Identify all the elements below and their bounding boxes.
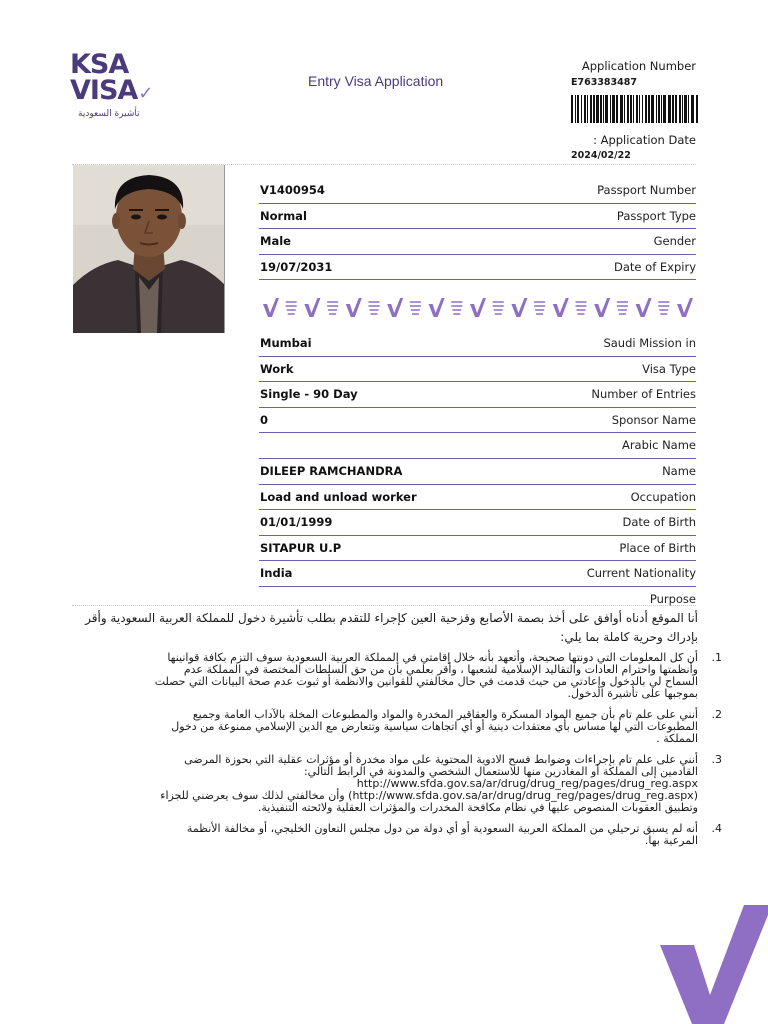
passport-details: [259, 178, 696, 280]
security-check-mark-icon: [636, 298, 652, 317]
row-passport-type: [259, 204, 696, 230]
security-check-mark-icon: [493, 302, 504, 314]
applicant-photo: [73, 165, 225, 333]
row-saudi-mission: [259, 331, 696, 357]
saudi-mission-label: Saudi Mission in: [603, 336, 696, 350]
photo-frame-edge: [224, 165, 225, 333]
passport-type-label: Passport Type: [616, 208, 696, 223]
passport-type-value: Normal: [260, 208, 307, 223]
arabic-name-label: Arabic Name: [621, 438, 696, 453]
date-of-birth-value: 01/01/1999: [260, 515, 333, 530]
security-check-mark-icon: [470, 298, 486, 317]
security-check-mark-icon: [617, 302, 628, 314]
logo-check-icon: ✓: [138, 83, 153, 104]
name-value: DILEEP RAMCHANDRA: [260, 463, 403, 478]
name-label: Name: [662, 463, 696, 478]
application-date-value: 2024/02/22: [571, 150, 631, 161]
application-barcode: [571, 95, 698, 123]
gender-value: Male: [260, 234, 291, 249]
current-nationality-label: Current Nationality: [586, 566, 696, 581]
document-title: Entry Visa Application: [308, 73, 444, 89]
sponsor-name-value: 0: [260, 412, 269, 427]
security-check-mark-icon: [304, 298, 320, 317]
row-arabic-name: [259, 433, 696, 459]
gender-label: Gender: [653, 234, 696, 249]
security-check-mark-icon: [511, 298, 527, 317]
security-check-mark-icon: [263, 298, 279, 317]
decorative-check-mark-icon: [660, 905, 768, 1024]
security-check-mark-icon: [451, 302, 462, 314]
security-check-mark-icon: [658, 302, 669, 314]
application-number-value: E763383487: [571, 77, 637, 88]
security-check-mark-icon: [534, 302, 545, 314]
row-passport-number: [259, 178, 696, 204]
security-check-mark-icon: [576, 302, 587, 314]
date-of-expiry-label: Date of Expiry: [614, 259, 696, 274]
number-of-entries-value: Single - 90 Day: [260, 387, 358, 402]
occupation-label: Occupation: [630, 489, 696, 504]
security-check-mark-icon: [369, 302, 380, 314]
ksa-visa-logo: [70, 49, 156, 119]
place-of-birth-label: Place of Birth: [619, 540, 696, 555]
declaration-item-number: 2.: [711, 708, 722, 721]
divider-bottom: [72, 605, 696, 606]
passport-number-label: Passport Number: [597, 183, 696, 197]
sponsor-name-label: Sponsor Name: [611, 412, 696, 427]
row-number-of-entries: [259, 382, 696, 408]
declaration-item: [72, 753, 722, 814]
declaration-item-text-tail: وأن مخالفتي لذلك سوف يعرضني للجزاء وتطبيق العقوبات المنصوص عليها في نظام مكافحة المخدرات والمؤثرات العقلية ولائحته التنفيذية.: [160, 789, 698, 814]
security-check-mark-icon: [327, 302, 338, 314]
place-of-birth-value: SITAPUR U.P: [260, 540, 342, 555]
visa-type-value: Work: [260, 361, 294, 376]
row-visa-type: [259, 357, 696, 383]
declaration-item-number: 4.: [711, 822, 722, 835]
declaration-item: [72, 708, 722, 745]
security-check-mark-icon: [410, 302, 421, 314]
declaration-item: [72, 822, 722, 847]
logo-text-ksa: KSA: [70, 49, 129, 80]
security-check-mark-icon: [677, 298, 693, 317]
number-of-entries-label: Number of Entries: [591, 387, 696, 402]
declaration-item-text: أنني على علم تام بإجراءات وضوابط فسح الادوية المحتوية على مواد مخدرة أو مؤثرات عقلية التي بحوزة المرضى القادمين إلى المملكة أو المغادرين منها للاستعمال الشخصي والمدونة في الرابط التالي:: [184, 753, 698, 778]
logo-arabic-text: تأشيرة السعودية: [78, 109, 140, 119]
row-name: [259, 459, 696, 485]
current-nationality-value: India: [260, 566, 293, 581]
row-current-nationality: [259, 561, 696, 587]
occupation-value: Load and unload worker: [260, 489, 417, 504]
declaration-item-text: أنه لم يسبق ترحيلي من المملكة العربية السعودية أو أي دولة من دول مجلس التعاون الخليجي، أو مخالفة الأنظمة المرعية بها.: [186, 822, 698, 847]
saudi-mission-value: Mumbai: [260, 336, 312, 350]
logo-text-visa: VISA✓: [70, 75, 153, 106]
row-date-of-birth: [259, 510, 696, 536]
declaration-item-number: 1.: [711, 651, 722, 664]
security-check-mark-icon: [429, 298, 445, 317]
application-number-label: Application Number: [581, 59, 696, 73]
sfda-link[interactable]: http://www.sfda.gov.sa/ar/drug/drug_reg/pages/drug_reg.aspx: [356, 777, 698, 790]
security-check-mark-icon: [346, 298, 362, 317]
row-date-of-expiry: [259, 255, 696, 281]
passport-number-value: V1400954: [260, 183, 325, 197]
security-check-mark-icon: [594, 298, 610, 317]
row-gender: [259, 229, 696, 255]
declaration-list: [72, 652, 722, 856]
visa-type-label: Visa Type: [642, 361, 696, 376]
row-occupation: [259, 485, 696, 511]
date-of-expiry-value: 19/07/2031: [260, 259, 333, 274]
security-check-mark-icon: [286, 302, 297, 314]
sfda-link-parenthesized[interactable]: (http://www.sfda.gov.sa/ar/drug/drug_reg/pages/drug_reg.aspx): [348, 789, 698, 802]
declaration-item-text: أن كل المعلومات التي دونتها صحيحة، وأتعهد بأنه خلال إقامتي في المملكة العربية السعودية سوف التزم بكافة قوانينها وأنظمتها واحترام العادات والتقاليد الإسلامية لشعبها ، وأقر بعلمي بأن من حق السلطات المختصة في المملكة عدم السماح لي بالدخول وإعادتي من حيث قدمت في حال مخالفتي للقوانين والانظمة أو ثبوت عدم صحة البيانات التي حصلت بموجبها على تأشيرة الدخول.: [154, 651, 698, 700]
declaration-item: [72, 651, 722, 700]
declaration-item-text: أنني على علم تام بأن جميع المواد المسكرة والعقاقير المخدرة والمواد والمطبوعات المخلة بالآداب العامة وجميع المطبوعات التي لها مساس بأي معتقدات دينية أو أي اتجاهات سياسية وتتعارض مع الدين الإسلامي ممنوعة من دخول المملكة .: [171, 708, 698, 745]
row-sponsor-name: [259, 408, 696, 434]
security-check-band: [262, 296, 694, 318]
visa-details: [259, 331, 696, 612]
row-purpose: [259, 587, 696, 612]
purpose-label: Purpose: [649, 591, 696, 606]
declaration-intro: أنا الموقع أدناه أوافق على أخذ بصمة الأصابع وقزحية العين كإجراء للتقدم بطلب تأشيرة دخول للمملكة العربية السعودية وأقر بإدراك وحرية كاملة بما يلي:: [85, 611, 698, 644]
security-check-mark-icon: [553, 298, 569, 317]
row-place-of-birth: [259, 536, 696, 562]
security-check-mark-icon: [387, 298, 403, 317]
date-of-birth-label: Date of Birth: [622, 515, 696, 530]
declaration-item-number: 3.: [711, 753, 722, 766]
application-date-label: : Application Date: [593, 133, 696, 147]
